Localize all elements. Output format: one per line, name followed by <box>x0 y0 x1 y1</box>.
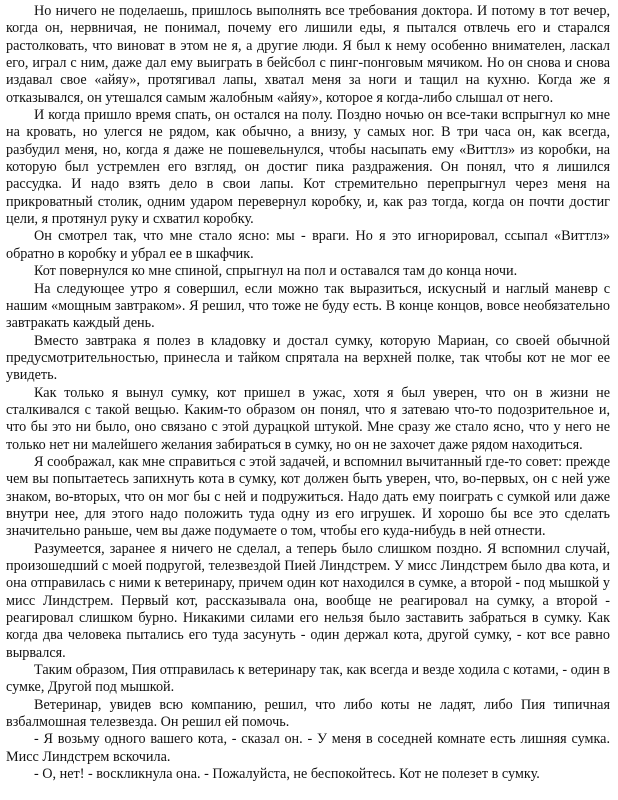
paragraph: - Я возьму одного вашего кота, - сказал он. - У меня в соседней комнате есть лишняя сумка. Мисс Линдстрем вскочила. <box>6 731 610 765</box>
paragraph: Таким образом, Пия отправилась к ветеринару так, как всегда и везде ходила с котами, - один в сумке, Другой под мышкой. <box>6 662 610 696</box>
paragraph: Я соображал, как мне справиться с этой задачей, и вспомнил вычитанный где-то совет: прежде чем вы попытаетесь запихнуть кота в сумку, кот должен быть уверен, что, во-первых, он с ней уже знаком, во-вторых, что он мог бы с ней и подружиться. Надо дать ему поиграть с сумкой или даже внутри нее, для этого надо положить туда одну из его игрушек. И хорошо бы все это сделать значительно раньше, чем вы даже подумаете о том, чтобы его куда-нибудь в ней отнести. <box>6 453 610 540</box>
paragraph: И когда пришло время спать, он остался на полу. Поздно ночью он все-таки вспрыгнул ко мне на кровать, но улегся не рядом, как обычно, а внизу, у самых ног. В три часа он, как всегда, разбудил меня, но, когда я даже не пошевельнулся, чтобы насыпать ему «Виттлз» из коробки, на которую был устремлен его взгляд, он достиг пика раздражения. Он понял, что я лишился рассудка. И надо взять дело в свои лапы. Кот стремительно перепрыгнул через меня на прикроватный столик, одним ударом перевернул коробку, и, как раз тогда, когда он почти достиг цели, я протянул руку и схватил коробку. <box>6 107 610 228</box>
paragraph: Кот повернулся ко мне спиной, спрыгнул на пол и оставался там до конца ночи. <box>34 263 518 280</box>
paragraph: На следующее утро я совершил, если можно так выразиться, искусный и наглый маневр с нашим «мощным завтраком». Я решил, что тоже не буду есть. В конце концов, вовсе необязательно завтракать каждый день. <box>6 280 610 332</box>
paragraph: Он смотрел так, что мне стало ясно: мы - враги. Но я это игнорировал, ссыпал «Виттлз» обратно в коробку и убрал ее в шкафчик. <box>6 228 610 262</box>
paragraph: Ветеринар, увидев всю компанию, решил, что либо коты не ладят, либо Пия типичная взбалмошная телезвезда. Он решил ей помочь. <box>6 696 610 731</box>
paragraph: - О, нет! - воскликнула она. - Пожалуйста, не беспокойтесь. Кот не полезет в сумку. <box>34 766 540 783</box>
paragraph: Вместо завтрака я полез в кладовку и достал сумку, которую Мариан, со своей обычной предусмотрительностью, принесла и тайком спрятала на верхней полке, так чтобы кот не мог ее увидеть. <box>6 332 610 384</box>
paragraph: Но ничего не поделаешь, пришлось выполнять все требования доктора. И потому в тот вечер, когда он, нервничая, не понимал, почему его лишили еды, я пытался отвлечь его и старался растолковать, что виноват в этом не я, а другие люди. Я был к нему особенно внимателен, ласкал его, играл с ним, даже дал ему выиграть в бейсбол с пинг-понговым мячиком. Но он снова и снова издавал свое «айяу», протягивал лапы, хватал меня за ноги и тащил на кухню. Когда же я отказывался, он утешался самым жалобным «айяу», которое я когда-либо слышал от него. <box>6 3 610 106</box>
paragraph: Разумеется, заранее я ничего не сделал, а теперь было слишком поздно. Я вспомнил случай, произошедший с моей подругой, телезвездой Пией Линдстрем. У мисс Линдстрем было два кота, и она отправилась с ними к ветеринару, причем один кот находился в сумке, а второй - под мышкой у мисс Линдстрем. Первый кот, рассказывала она, вообще не реагировал на сумку, а второй - реагировал слишком бурно. Никакими силами его нельзя было заставить забраться в сумку. Как когда два человека пытались его туда засунуть - один держал кота, другой сумку, - кот все равно вырвался. <box>6 540 610 661</box>
paragraph: Как только я вынул сумку, кот пришел в ужас, хотя я был уверен, что он в жизни не сталкивался с такой вещью. Каким-то образом он понял, что я затеваю что-то подозрительное и, что бы это ни было, оно связано с этой дурацкой штукой. Мне сразу же стало ясно, что у него не только нет ни малейшего желания забираться в сумку, но он не захочет даже рядом находиться. <box>6 384 610 453</box>
